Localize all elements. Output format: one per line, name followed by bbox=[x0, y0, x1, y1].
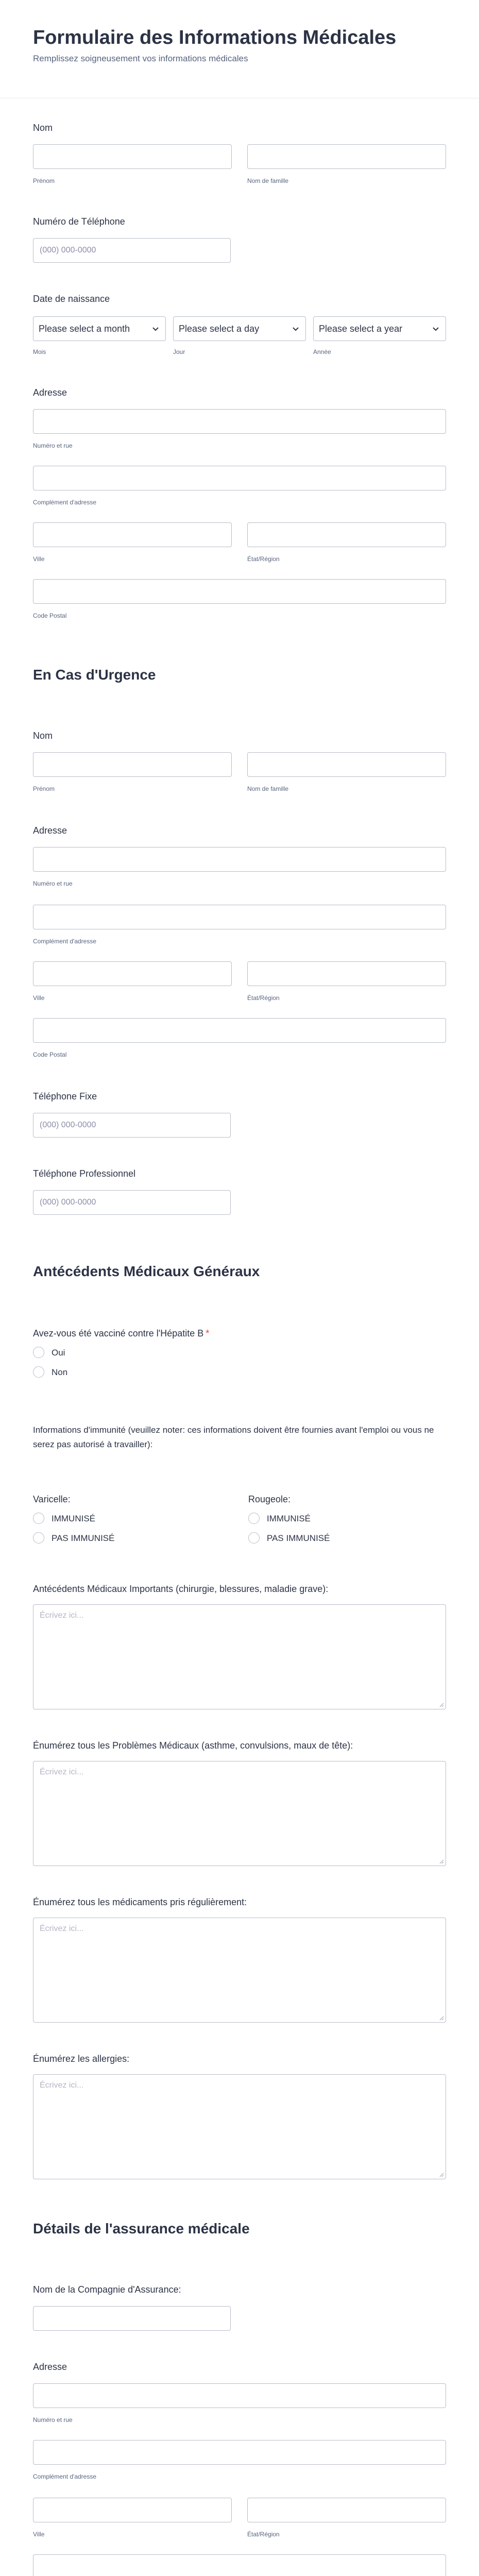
patient-postal-input[interactable] bbox=[33, 579, 446, 604]
insurance-state-input[interactable] bbox=[247, 2498, 446, 2522]
dob-day-value: Please select a day bbox=[179, 324, 260, 334]
hepatitis-no-label: Non bbox=[52, 1367, 68, 1377]
emergency-last-name-input[interactable] bbox=[247, 752, 446, 777]
textarea-placeholder: Écrivez ici... bbox=[40, 1611, 84, 1620]
insurance-address-label: Adresse bbox=[33, 2362, 67, 2372]
resize-grip-icon[interactable] bbox=[439, 2172, 444, 2177]
important-history-label: Antécédents Médicaux Importants (chirurgie, blessures, maladie grave): bbox=[33, 1584, 329, 1594]
varicella-immune-radio[interactable] bbox=[33, 1513, 44, 1524]
emergency-street-sublabel: Numéro et rue bbox=[33, 880, 73, 887]
varicella-not-immune-radio[interactable] bbox=[33, 1532, 44, 1544]
patient-street2-input[interactable] bbox=[33, 466, 446, 490]
emergency-street2-sublabel: Complément d'adresse bbox=[33, 938, 97, 945]
measles-immune-radio[interactable] bbox=[248, 1513, 260, 1524]
textarea-placeholder: Écrivez ici... bbox=[40, 2081, 84, 2090]
important-history-textarea[interactable] bbox=[33, 1604, 446, 1709]
dob-year-select[interactable] bbox=[313, 316, 446, 341]
patient-phone-input[interactable]: (000) 000-0000 bbox=[33, 238, 231, 263]
dob-label: Date de naissance bbox=[33, 294, 110, 304]
emergency-first-name-input[interactable] bbox=[33, 752, 232, 777]
patient-state-sublabel: État/Région bbox=[247, 555, 280, 563]
resize-grip-icon[interactable] bbox=[439, 2015, 444, 2021]
form-title: Formulaire des Informations Médicales bbox=[33, 27, 397, 48]
textarea-placeholder: Écrivez ici... bbox=[40, 1924, 84, 1933]
history-heading: Antécédents Médicaux Généraux bbox=[33, 1263, 260, 1279]
insurance-street-input[interactable] bbox=[33, 2383, 446, 2408]
varicella-not-immune-label: PAS IMMUNISÉ bbox=[52, 1533, 115, 1543]
emergency-landline-label: Téléphone Fixe bbox=[33, 1091, 97, 1101]
chevron-down-icon bbox=[291, 324, 300, 333]
hepatitis-yes-radio[interactable] bbox=[33, 1347, 44, 1358]
hepatitis-label-text: Avez-vous été vacciné contre l'Hépatite B bbox=[33, 1328, 204, 1338]
emergency-work-phone-input[interactable]: (000) 000-0000 bbox=[33, 1190, 231, 1215]
hepatitis-no-radio[interactable] bbox=[33, 1366, 44, 1378]
hepatitis-label bbox=[33, 1328, 209, 1339]
insurance-company-input[interactable] bbox=[33, 2306, 231, 2331]
emergency-postal-sublabel: Code Postal bbox=[33, 1051, 67, 1058]
dob-year-value: Please select a year bbox=[319, 324, 403, 334]
emergency-address-label: Adresse bbox=[33, 825, 67, 836]
varicella-label: Varicelle: bbox=[33, 1494, 71, 1504]
measles-not-immune-radio[interactable] bbox=[248, 1532, 260, 1544]
resize-grip-icon[interactable] bbox=[439, 1702, 444, 1707]
measles-not-immune-label: PAS IMMUNISÉ bbox=[267, 1533, 330, 1543]
problems-label: Énumérez tous les Problèmes Médicaux (asthme, convulsions, maux de tête): bbox=[33, 1740, 353, 1751]
patient-first-name-input[interactable] bbox=[33, 144, 232, 169]
emergency-state-sublabel: État/Région bbox=[247, 994, 280, 1002]
emergency-landline-input[interactable]: (000) 000-0000 bbox=[33, 1113, 231, 1138]
measles-immune-label: IMMUNISÉ bbox=[267, 1514, 311, 1523]
insurance-company-label: Nom de la Compagnie d'Assurance: bbox=[33, 2284, 181, 2295]
patient-street2-sublabel: Complément d'adresse bbox=[33, 499, 97, 506]
patient-postal-sublabel: Code Postal bbox=[33, 612, 67, 619]
measles-label: Rougeole: bbox=[248, 1494, 291, 1504]
insurance-postal-input[interactable] bbox=[33, 2554, 446, 2576]
allergies-label: Énumérez les allergies: bbox=[33, 2054, 130, 2064]
resize-grip-icon[interactable] bbox=[439, 1859, 444, 1864]
hepatitis-yes-label: Oui bbox=[52, 1348, 65, 1358]
chevron-down-icon bbox=[151, 324, 160, 333]
immunity-note: Informations d'immunité (veuillez noter: ces informations doivent être fournies avant l'emploi ou vous ne serez pas autorisé à travailler): bbox=[33, 1425, 434, 1449]
patient-street-input[interactable] bbox=[33, 409, 446, 434]
insurance-city-sublabel: Ville bbox=[33, 2531, 45, 2538]
dob-month-value: Please select a month bbox=[39, 324, 130, 334]
dob-year-sublabel: Année bbox=[313, 348, 331, 355]
emergency-heading: En Cas d'Urgence bbox=[33, 667, 156, 683]
patient-city-input[interactable] bbox=[33, 522, 232, 547]
emergency-city-input[interactable] bbox=[33, 961, 232, 986]
dob-day-sublabel: Jour bbox=[173, 348, 185, 355]
required-mark: * bbox=[206, 1328, 210, 1338]
medications-label: Énumérez tous les médicaments pris régulièrement: bbox=[33, 1897, 247, 1907]
insurance-city-input[interactable] bbox=[33, 2498, 232, 2522]
medications-textarea[interactable] bbox=[33, 1918, 446, 2023]
dob-day-select[interactable] bbox=[173, 316, 306, 341]
insurance-street-sublabel: Numéro et rue bbox=[33, 2416, 73, 2424]
emergency-name-label: Nom bbox=[33, 731, 53, 741]
emergency-street-input[interactable] bbox=[33, 847, 446, 872]
emergency-first-name-sublabel: Prénom bbox=[33, 785, 55, 792]
emergency-state-input[interactable] bbox=[247, 961, 446, 986]
emergency-city-sublabel: Ville bbox=[33, 994, 45, 1002]
patient-first-name-sublabel: Prénom bbox=[33, 177, 55, 184]
patient-name-label: Nom bbox=[33, 123, 53, 133]
varicella-immune-label: IMMUNISÉ bbox=[52, 1514, 95, 1523]
dob-month-sublabel: Mois bbox=[33, 348, 46, 355]
problems-textarea[interactable] bbox=[33, 1761, 446, 1866]
emergency-postal-input[interactable] bbox=[33, 1018, 446, 1043]
patient-phone-label: Numéro de Téléphone bbox=[33, 216, 125, 227]
emergency-street2-input[interactable] bbox=[33, 905, 446, 929]
insurance-state-sublabel: État/Région bbox=[247, 2531, 280, 2538]
patient-city-sublabel: Ville bbox=[33, 555, 45, 563]
dob-month-select[interactable] bbox=[33, 316, 166, 341]
allergies-textarea[interactable] bbox=[33, 2074, 446, 2179]
patient-street-sublabel: Numéro et rue bbox=[33, 442, 73, 449]
patient-address-label: Adresse bbox=[33, 387, 67, 398]
patient-last-name-sublabel: Nom de famille bbox=[247, 177, 289, 184]
patient-state-input[interactable] bbox=[247, 522, 446, 547]
emergency-work-phone-label: Téléphone Professionnel bbox=[33, 1168, 136, 1179]
form-subtitle: Remplissez soigneusement vos informations médicales bbox=[33, 54, 248, 63]
insurance-street2-input[interactable] bbox=[33, 2440, 446, 2465]
emergency-last-name-sublabel: Nom de famille bbox=[247, 785, 289, 792]
chevron-down-icon bbox=[431, 324, 440, 333]
insurance-heading: Détails de l'assurance médicale bbox=[33, 2221, 250, 2236]
patient-last-name-input[interactable] bbox=[247, 144, 446, 169]
insurance-street2-sublabel: Complément d'adresse bbox=[33, 2473, 97, 2480]
textarea-placeholder: Écrivez ici... bbox=[40, 1768, 84, 1776]
